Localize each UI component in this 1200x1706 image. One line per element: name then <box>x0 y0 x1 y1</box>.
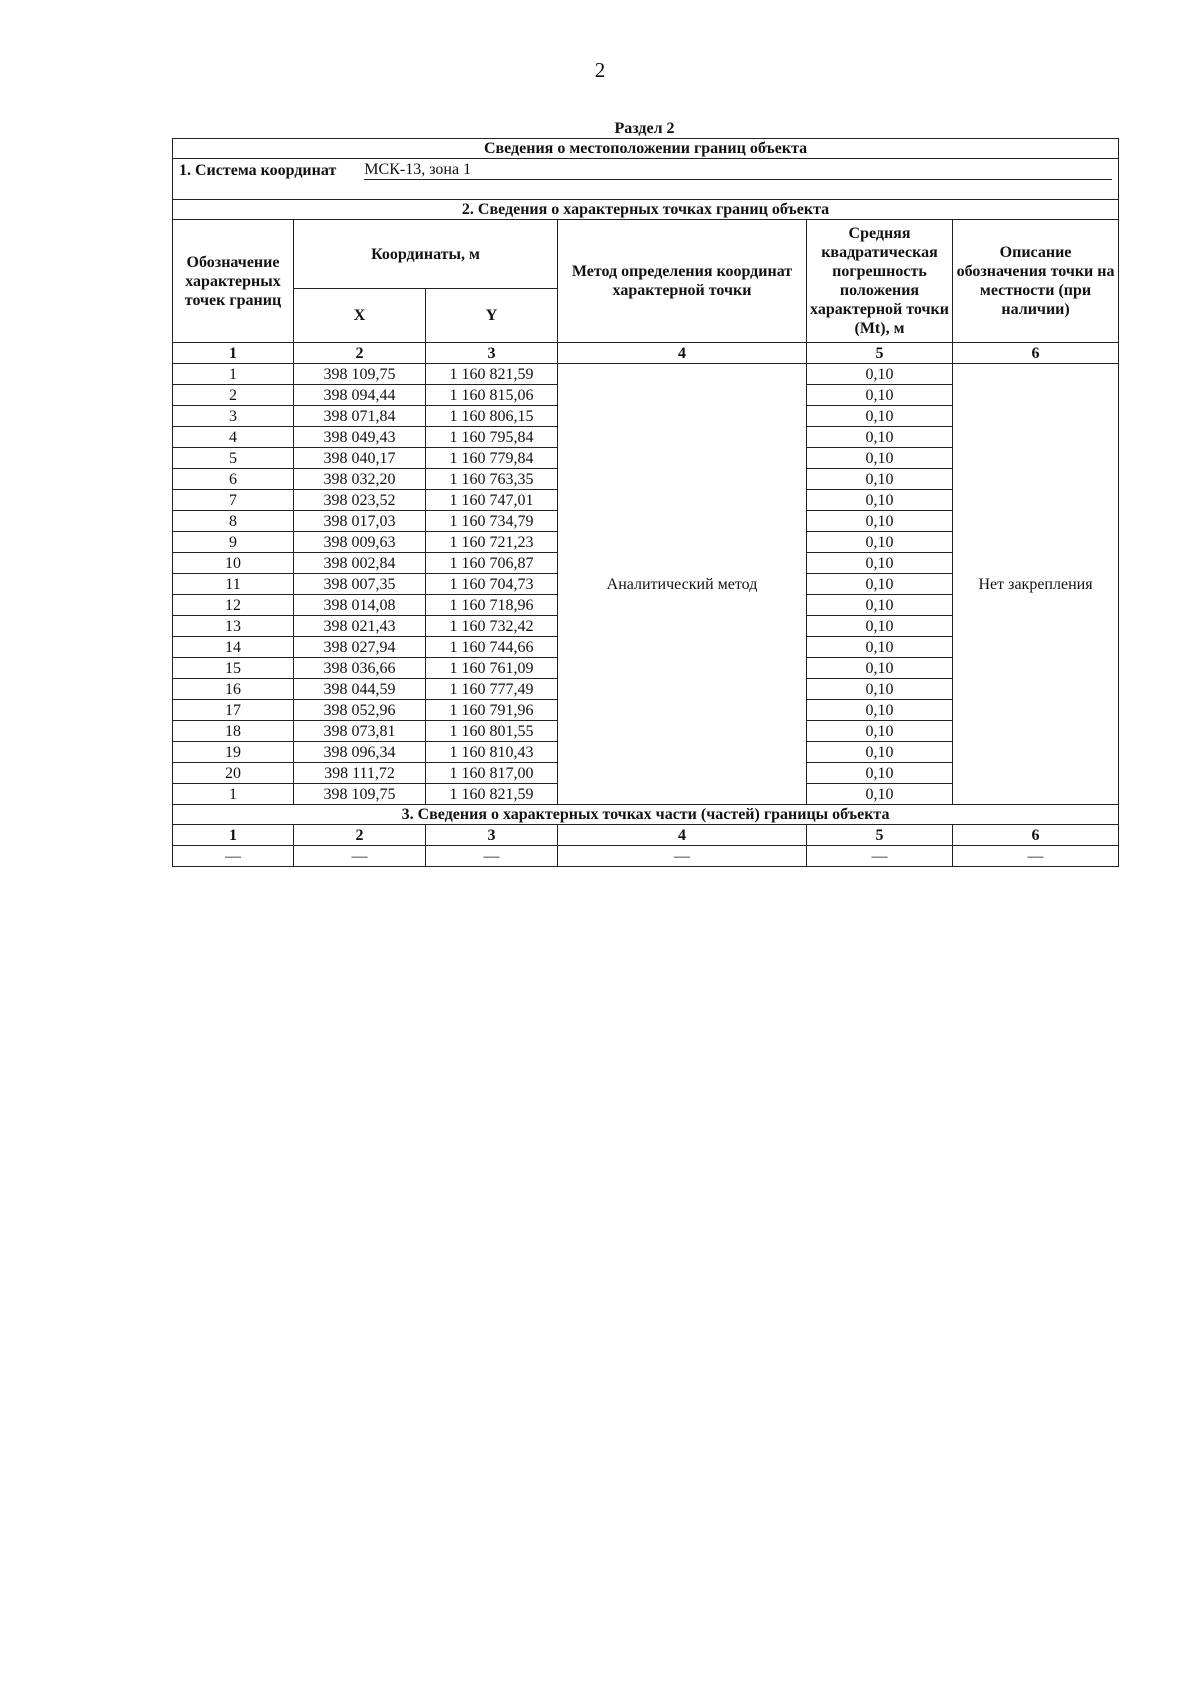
point-y: 1 160 718,96 <box>426 595 558 616</box>
point-x: 398 027,94 <box>294 637 426 658</box>
point-number: 7 <box>173 490 294 511</box>
point-x: 398 009,63 <box>294 532 426 553</box>
point-x: 398 049,43 <box>294 427 426 448</box>
parts-empty-cell: — <box>807 846 953 867</box>
point-y: 1 160 821,59 <box>426 364 558 385</box>
point-number: 19 <box>173 742 294 763</box>
column-number: 6 <box>953 343 1119 364</box>
column-number: 2 <box>294 343 426 364</box>
parts-empty-cell: — <box>558 846 807 867</box>
point-y: 1 160 747,01 <box>426 490 558 511</box>
point-number: 8 <box>173 511 294 532</box>
point-mt: 0,10 <box>807 469 953 490</box>
point-mt: 0,10 <box>807 574 953 595</box>
point-x: 398 044,59 <box>294 679 426 700</box>
point-x: 398 111,72 <box>294 763 426 784</box>
point-mt: 0,10 <box>807 427 953 448</box>
point-y: 1 160 721,23 <box>426 532 558 553</box>
point-number: 1 <box>173 784 294 805</box>
point-number: 5 <box>173 448 294 469</box>
point-number: 10 <box>173 553 294 574</box>
point-number: 13 <box>173 616 294 637</box>
header-description: Описание обозначения точки на местности (при наличии) <box>953 220 1119 343</box>
point-x: 398 017,03 <box>294 511 426 532</box>
parts-section-title: 3. Сведения о характерных точках части (частей) границы объекта <box>173 805 1119 825</box>
point-x: 398 052,96 <box>294 700 426 721</box>
point-mt: 0,10 <box>807 532 953 553</box>
point-mt: 0,10 <box>807 595 953 616</box>
point-mt: 0,10 <box>807 553 953 574</box>
parts-empty-cell: — <box>953 846 1119 867</box>
point-mt: 0,10 <box>807 658 953 679</box>
point-y: 1 160 795,84 <box>426 427 558 448</box>
point-y: 1 160 801,55 <box>426 721 558 742</box>
point-number: 6 <box>173 469 294 490</box>
point-y: 1 160 777,49 <box>426 679 558 700</box>
point-y: 1 160 817,00 <box>426 763 558 784</box>
point-y: 1 160 763,35 <box>426 469 558 490</box>
point-y: 1 160 791,96 <box>426 700 558 721</box>
point-mt: 0,10 <box>807 679 953 700</box>
boundary-table <box>172 138 1119 867</box>
point-x: 398 002,84 <box>294 553 426 574</box>
point-y: 1 160 744,66 <box>426 637 558 658</box>
point-x: 398 094,44 <box>294 385 426 406</box>
header-designation: Обозначение характерных точек границ <box>173 220 294 343</box>
point-mt: 0,10 <box>807 721 953 742</box>
point-y: 1 160 704,73 <box>426 574 558 595</box>
point-x: 398 023,52 <box>294 490 426 511</box>
point-number: 15 <box>173 658 294 679</box>
point-mt: 0,10 <box>807 742 953 763</box>
point-y: 1 160 806,15 <box>426 406 558 427</box>
header-error: Средняя квадратическая погрешность положения характерной точки (Mt), м <box>807 220 953 343</box>
column-number: 1 <box>173 343 294 364</box>
parts-empty-cell: — <box>173 846 294 867</box>
point-x: 398 014,08 <box>294 595 426 616</box>
header-x: X <box>294 289 426 343</box>
point-number: 17 <box>173 700 294 721</box>
table-title: Сведения о местоположении границ объекта <box>173 139 1119 159</box>
coord-system-cell <box>173 159 1119 200</box>
point-x: 398 036,66 <box>294 658 426 679</box>
column-number: 5 <box>807 343 953 364</box>
point-mt: 0,10 <box>807 511 953 532</box>
table-row <box>173 364 1119 385</box>
parts-empty-cell: — <box>426 846 558 867</box>
parts-column-number: 5 <box>807 825 953 846</box>
point-y: 1 160 761,09 <box>426 658 558 679</box>
point-x: 398 109,75 <box>294 364 426 385</box>
point-number: 12 <box>173 595 294 616</box>
point-mt: 0,10 <box>807 364 953 385</box>
point-y: 1 160 734,79 <box>426 511 558 532</box>
point-x: 398 109,75 <box>294 784 426 805</box>
parts-column-number: 1 <box>173 825 294 846</box>
point-x: 398 040,17 <box>294 448 426 469</box>
parts-empty-cell: — <box>294 846 426 867</box>
point-x: 398 032,20 <box>294 469 426 490</box>
point-number: 3 <box>173 406 294 427</box>
point-x: 398 021,43 <box>294 616 426 637</box>
point-x: 398 073,81 <box>294 721 426 742</box>
coord-system-label: 1. Система координат <box>179 162 337 179</box>
page-number: 2 <box>594 58 606 82</box>
point-number: 9 <box>173 532 294 553</box>
point-y: 1 160 815,06 <box>426 385 558 406</box>
point-mt: 0,10 <box>807 385 953 406</box>
point-x: 398 071,84 <box>294 406 426 427</box>
point-number: 4 <box>173 427 294 448</box>
point-number: 11 <box>173 574 294 595</box>
description-value: Нет закрепления <box>953 364 1119 805</box>
parts-column-number: 2 <box>294 825 426 846</box>
point-y: 1 160 821,59 <box>426 784 558 805</box>
header-coordinates: Координаты, м <box>294 220 558 289</box>
point-mt: 0,10 <box>807 700 953 721</box>
header-method: Метод определения координат характерной точки <box>558 220 807 343</box>
point-mt: 0,10 <box>807 763 953 784</box>
column-number: 3 <box>426 343 558 364</box>
point-number: 1 <box>173 364 294 385</box>
column-number: 4 <box>558 343 807 364</box>
point-y: 1 160 706,87 <box>426 553 558 574</box>
point-y: 1 160 810,43 <box>426 742 558 763</box>
point-mt: 0,10 <box>807 406 953 427</box>
parts-column-number: 3 <box>426 825 558 846</box>
point-mt: 0,10 <box>807 490 953 511</box>
point-mt: 0,10 <box>807 616 953 637</box>
point-number: 2 <box>173 385 294 406</box>
point-x: 398 007,35 <box>294 574 426 595</box>
parts-column-number: 4 <box>558 825 807 846</box>
point-y: 1 160 732,42 <box>426 616 558 637</box>
parts-column-number: 6 <box>953 825 1119 846</box>
coord-system-value: МСК-13, зона 1 <box>364 161 1112 180</box>
point-x: 398 096,34 <box>294 742 426 763</box>
point-number: 16 <box>173 679 294 700</box>
point-mt: 0,10 <box>807 784 953 805</box>
header-y: Y <box>426 289 558 343</box>
point-number: 20 <box>173 763 294 784</box>
section-title: Раздел 2 <box>614 120 675 137</box>
point-mt: 0,10 <box>807 637 953 658</box>
points-section-title: 2. Сведения о характерных точках границ объекта <box>173 200 1119 220</box>
method-value: Аналитический метод <box>558 364 807 805</box>
point-number: 14 <box>173 637 294 658</box>
point-mt: 0,10 <box>807 448 953 469</box>
point-y: 1 160 779,84 <box>426 448 558 469</box>
point-number: 18 <box>173 721 294 742</box>
